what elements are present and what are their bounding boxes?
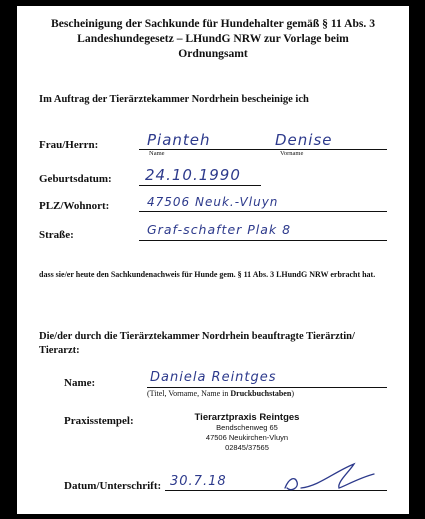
strasse-handwritten: Graf-schafter Plak 8 [147,222,292,237]
title-line-3: Ordnungsamt [178,47,248,60]
strasse-label: Straße: [39,229,74,241]
vet-name-caption [147,389,294,398]
intro-text: Im Auftrag der Tierärztekammer Nordrhein bescheinige ich [39,94,309,105]
stamp-line-2: Bendschenweg 65 [216,423,278,432]
practice-stamp [172,412,322,453]
datum-unterschrift-label: Datum/Unterschrift: [64,480,162,492]
document-title [17,16,409,61]
datum-handwritten: 30.7.18 [170,474,227,489]
vet-name-caption-prefix: (Titel, Vorname, Name in [147,389,231,398]
praxisstempel-label: Praxisstempel: [64,415,134,427]
certificate-page [17,6,409,514]
stamp-line-1: Tierarztpraxis Reintges [194,412,300,423]
plz-label: PLZ/Wohnort: [39,200,110,212]
frau-herrn-label: Frau/Herrn: [39,139,99,151]
title-line-2: Landeshundegesetz – LHundG NRW zur Vorlage beim [77,32,349,45]
geburtsdatum-handwritten: 24.10.1990 [145,166,241,184]
vet-name-label: Name: [64,377,96,389]
stamp-line-3: 47506 Neukirchen-Vluyn [205,433,289,442]
vet-heading: Die/der durch die Tierärztekammer Nordrhein beauftragte Tierärztin/ Tierarzt: [39,331,355,356]
name-caption: Name [149,150,165,157]
vet-name-caption-suffix: ) [291,389,294,398]
firstname-handwritten: Denise [275,131,333,149]
stamp-line-4: 02845/37565 [225,443,269,452]
geburtsdatum-label: Geburtsdatum: [39,173,112,185]
signature-icon [279,458,379,496]
vet-name-underline [147,387,387,388]
surname-handwritten: Pianteh [147,131,211,149]
statement-text: dass sie/er heute den Sachkundenachweis für Hunde gem. § 11 Abs. 3 LHundG NRW erbracht hat. [39,270,376,279]
title-line-1: Bescheinigung der Sachkunde für Hundehalter gemäß § 11 Abs. 3 [50,17,376,30]
vet-name-caption-bold: Druckbuchstaben [230,389,292,398]
name-underline [139,149,387,150]
vet-name-handwritten: Daniela Reintges [150,370,277,385]
geburtsdatum-underline [139,185,261,186]
plz-handwritten: 47506 Neuk.-Vluyn [147,195,279,209]
plz-underline [139,211,387,212]
vorname-caption: Vorname [280,150,304,157]
strasse-underline [139,240,387,241]
